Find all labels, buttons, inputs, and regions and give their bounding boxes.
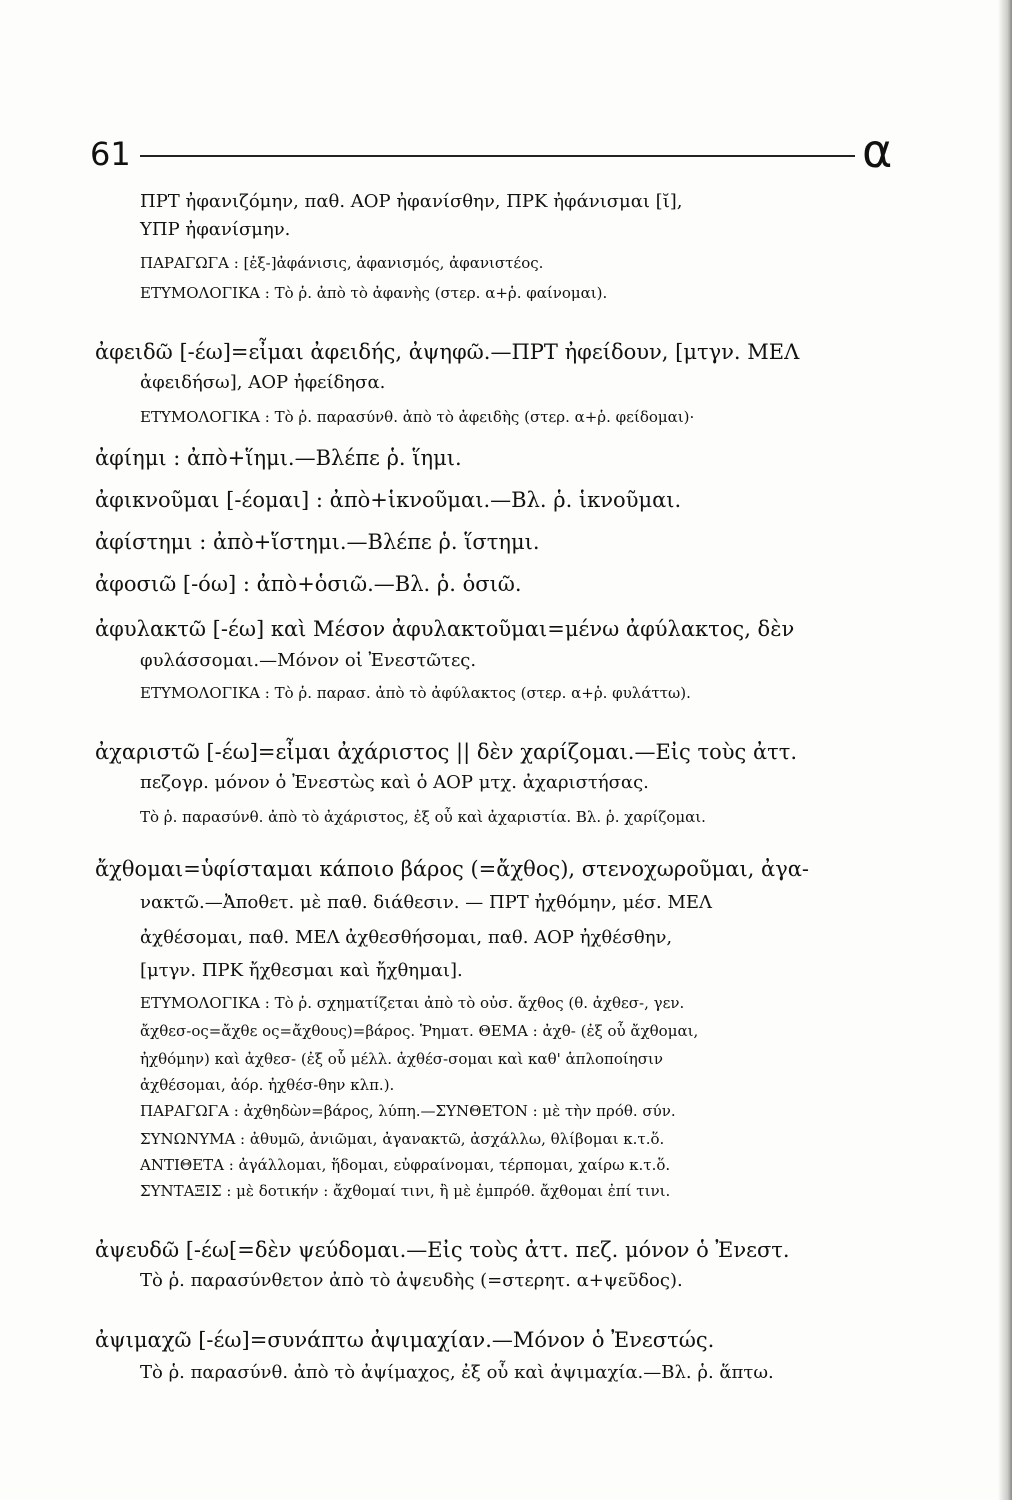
etymology-line: ΠΑΡΑΓΩΓΑ : [ἐξ-]ἀφάνισις, ἀφανισμός, ἀφανιστέος.	[140, 254, 544, 272]
entry-line: νακτῶ.—Ἀποθετ. μὲ παθ. διάθεσιν. — ΠΡΤ ἠχθόμην, μέσ. ΜΕΛ	[140, 892, 713, 913]
etymology-line: ΕΤΥΜΟΛΟΓΙΚΑ : Τὸ ῥ. παρασ. ἀπὸ τὸ ἀφύλακτος (στερ. α+ῥ. φυλάττω).	[140, 684, 691, 702]
headword-line: ἀφίστημι : ἀπὸ+ἵστημι.—Βλέπε ῥ. ἵστημι.	[95, 530, 540, 554]
synonyms-line: ΣΥΝΩΝΥΜΑ : ἀθυμῶ, ἀνιῶμαι, ἀγανακτῶ, ἀσχάλλω, θλίβομαι κ.τ.ὅ.	[140, 1130, 665, 1148]
page-edge-shadow	[998, 0, 1012, 1500]
headword-line: ἀφειδῶ [-έω]=εἶμαι ἀφειδής, ἀψηφῶ.—ΠΡΤ ἠφείδουν, [μτγν. ΜΕΛ	[95, 340, 800, 364]
syntax-line: ΣΥΝΤΑΞΙΣ : μὲ δοτικήν : ἄχθομαί τινι, ἢ μὲ ἐμπρόθ. ἄχθομαι ἐπί τινι.	[140, 1182, 671, 1200]
entry-line: [μτγν. ΠΡΚ ἤχθεσμαι καὶ ἤχθημαι].	[140, 960, 463, 981]
section-letter: α	[862, 124, 893, 178]
entry-line: ΠΡΤ ἠφανιζόμην, παθ. ΑΟΡ ἠφανίσθην, ΠΡΚ ἠφάνισμαι [ῐ],	[140, 191, 683, 212]
etymology-line: Τὸ ῥ. παρασύνθ. ἀπὸ τὸ ἀψίμαχος, ἐξ οὗ καὶ ἀψιμαχία.—Βλ. ῥ. ἅπτω.	[140, 1362, 774, 1383]
headword-line: ἀφίημι : ἀπὸ+ἵημι.—Βλέπε ῥ. ἵημι.	[95, 446, 462, 470]
derivatives-line: ΠΑΡΑΓΩΓΑ : ἀχθηδὼν=βάρος, λύπη.—ΣΥΝΘΕΤΟΝ : μὲ τὴν πρόθ. σύν.	[140, 1102, 676, 1120]
headword-line: ἀφικνοῦμαι [-έομαι] : ἀπὸ+ἱκνοῦμαι.—Βλ. ῥ. ἱκνοῦμαι.	[95, 488, 682, 512]
header-rule	[140, 155, 855, 157]
entry-line: ἀχθέσομαι, παθ. ΜΕΛ ἀχθεσθήσομαι, παθ. ΑΟΡ ἠχθέσθην,	[140, 927, 673, 948]
etymology-line: Τὸ ῥ. παρασύνθ. ἀπὸ τὸ ἀχάριστος, ἐξ οὗ καὶ ἀχαριστία. Βλ. ῥ. χαρίζομαι.	[140, 808, 706, 826]
headword-line: ἀφοσιῶ [-όω] : ἀπὸ+ὁσιῶ.—Βλ. ῥ. ὁσιῶ.	[95, 572, 522, 596]
page-header	[90, 124, 910, 184]
antonyms-line: ΑΝΤΙΘΕΤΑ : ἀγάλλομαι, ἥδομαι, εὐφραίνομαι, τέρπομαι, χαίρω κ.τ.ὅ.	[140, 1156, 671, 1174]
etymology-line: ἀχθέσομαι, ἀόρ. ἠχθέσ-θην κλπ.).	[140, 1076, 395, 1094]
page-number: 61	[90, 135, 131, 173]
etymology-line: ἄχθεσ-ος=ἄχθε ος=ἄχθους)=βάρος. Ῥηματ. ΘΕΜΑ : ἀχθ- (ἐξ οὗ ἄχθομαι,	[140, 1022, 699, 1040]
etymology-line: ΕΤΥΜΟΛΟΓΙΚΑ : Τὸ ῥ. παρασύνθ. ἀπὸ τὸ ἀφειδὴς (στερ. α+ῥ. φείδομαι)·	[140, 408, 695, 426]
etymology-line: ΕΤΥΜΟΛΟΓΙΚΑ : Τὸ ῥ. ἀπὸ τὸ ἀφανὴς (στερ. α+ῥ. φαίνομαι).	[140, 284, 608, 302]
etymology-line: ἠχθόμην) καὶ ἀχθεσ- (ἐξ οὗ μέλλ. ἀχθέσ-σομαι καὶ καθ' ἁπλοποίησιν	[140, 1050, 664, 1068]
headword-line: ἄχθομαι=ὑφίσταμαι κάποιο βάρος (=ἄχθος), στενοχωροῦμαι, ἀγα-	[95, 857, 810, 881]
headword-line: ἀψευδῶ [-έω[=δὲν ψεύδομαι.—Εἰς τοὺς ἀττ. πεζ. μόνον ὁ Ἐνεστ.	[95, 1238, 790, 1262]
entry-line: φυλάσσομαι.—Μόνον οἱ Ἐνεστῶτες.	[140, 650, 477, 671]
entry-line: ἀφειδήσω], ΑΟΡ ἠφείδησα.	[140, 372, 386, 393]
etymology-line: ΕΤΥΜΟΛΟΓΙΚΑ : Τὸ ῥ. σχηματίζεται ἀπὸ τὸ οὐσ. ἄχθος (θ. ἀχθεσ-, γεν.	[140, 994, 685, 1012]
etymology-line: Τὸ ῥ. παρασύνθετον ἀπὸ τὸ ἀψευδὴς (=στερητ. α+ψεῦδος).	[140, 1270, 683, 1291]
entry-line: ΥΠΡ ἠφανίσμην.	[140, 219, 291, 240]
headword-line: ἀφυλακτῶ [-έω] καὶ Μέσον ἀφυλακτοῦμαι=μένω ἀφύλακτος, δὲν	[95, 617, 795, 641]
entry-line: πεζογρ. μόνον ὁ Ἐνεστὼς καὶ ὁ ΑΟΡ μτχ. ἀχαριστήσας.	[140, 772, 649, 793]
headword-line: ἀχαριστῶ [-έω]=εἶμαι ἀχάριστος || δὲν χαρίζομαι.—Εἰς τοὺς ἀττ.	[95, 740, 798, 764]
headword-line: ἀψιμαχῶ [-έω]=συνάπτω ἀψιμαχίαν.—Μόνον ὁ Ἐνεστώς.	[95, 1328, 715, 1352]
